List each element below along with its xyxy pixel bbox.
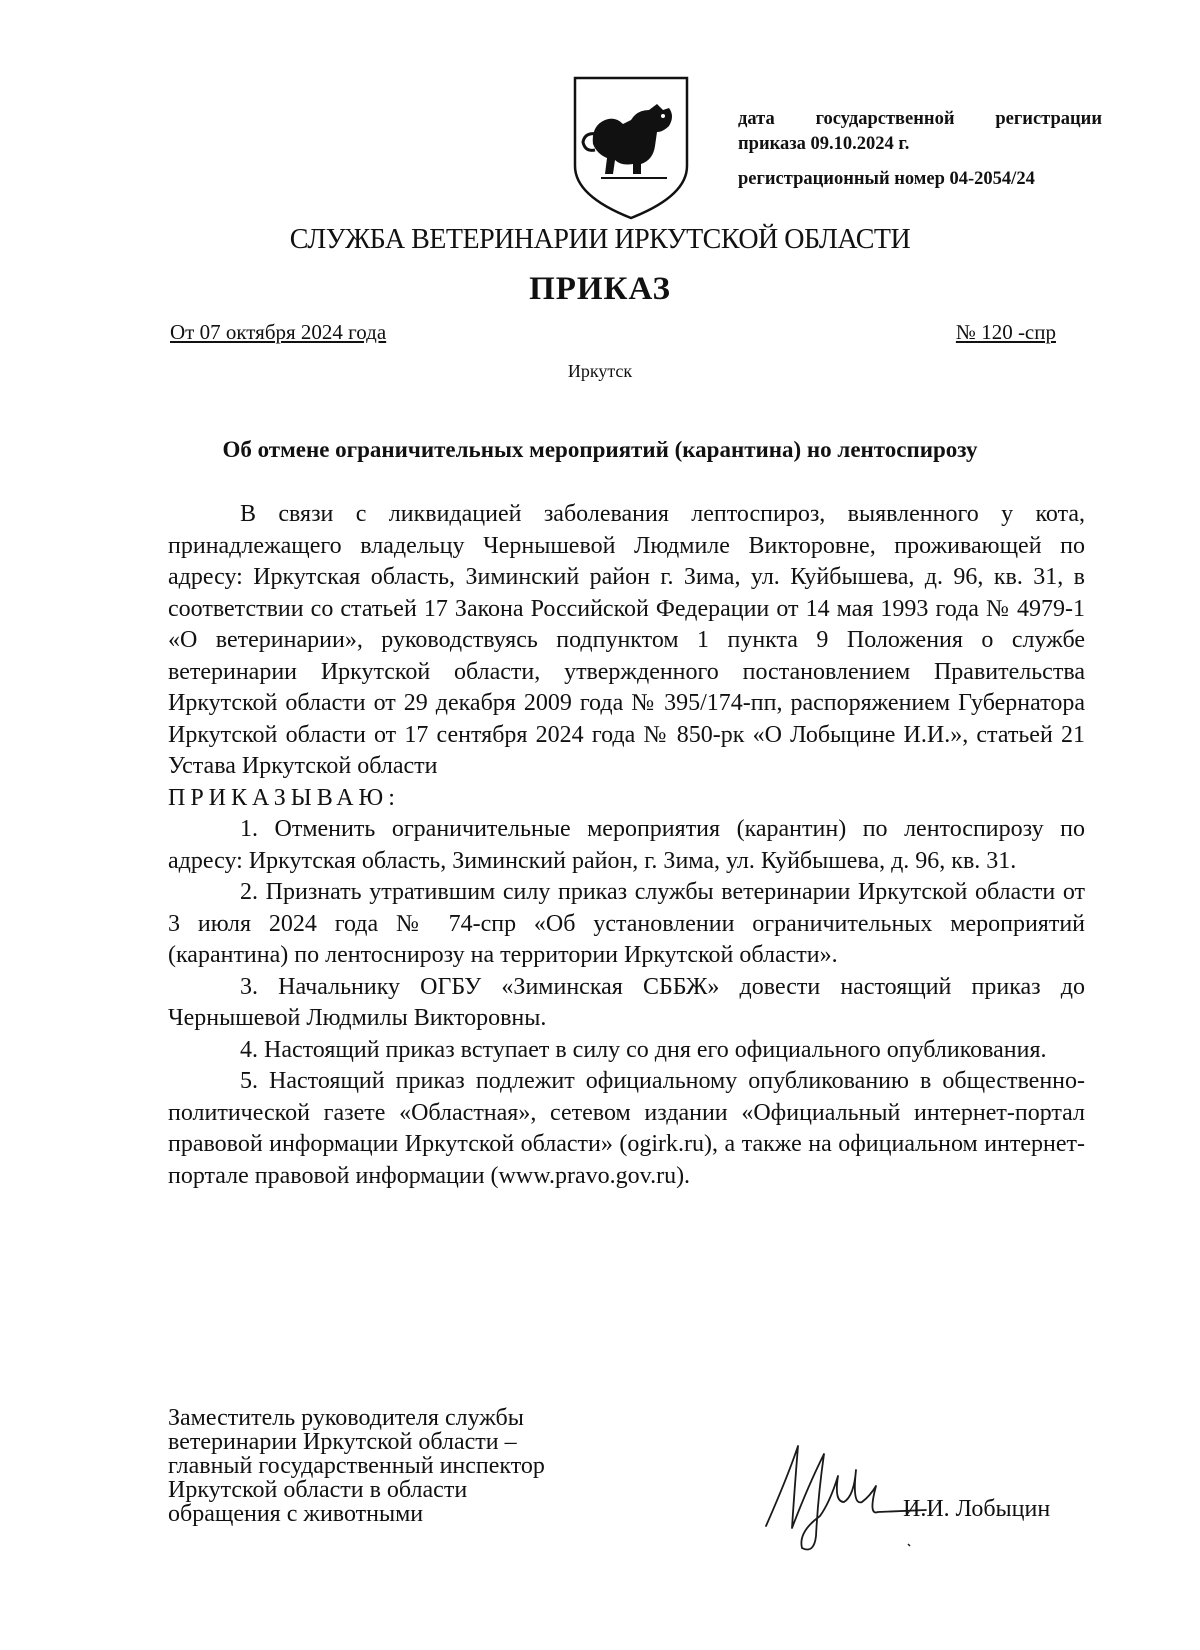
registration-number: регистрационный номер 04-2054/24 — [738, 169, 1035, 189]
document-body — [168, 499, 1085, 1192]
registration-block — [738, 107, 1102, 192]
order-item-1: 1. Отменить ограничительные мероприятия (карантин) по лентоспирозу по адресу: Иркутская область, Зиминский район, г. Зима, ул. Куйбышева, д. 96, кв. 31. — [168, 816, 1085, 874]
signatory-title-line: обращения с животными — [168, 1501, 424, 1527]
order-item-3: 3. Начальнику ОГБУ «Зиминская СББЖ» довести настоящий приказ до Чернышевой Людмилы Викторовны. — [168, 973, 1085, 1031]
signatory-title-line: главный государственный инспектор — [168, 1453, 545, 1479]
signatory-title-line: Иркутской области в области — [168, 1477, 468, 1503]
signatory-title-line: ветеринарии Иркутской области – — [168, 1429, 517, 1455]
document-number: № 120 -спр — [955, 320, 1056, 344]
document-date: От 07 октября 2024 года — [170, 320, 387, 344]
registration-line-1: дата государственной регистрации — [738, 109, 1102, 129]
document-type: ПРИКАЗ — [529, 271, 671, 307]
signatory-name: И.И. Лобыцин — [903, 1496, 1051, 1522]
document-city: Иркутск — [567, 361, 633, 381]
registration-line-2: приказа 09.10.2024 г. — [738, 134, 910, 154]
order-item-4: 4. Настоящий приказ вступает в силу со дня его официального опубликования. — [240, 1036, 1047, 1063]
signatory-title — [168, 1406, 626, 1526]
order-word: ПРИКАЗЫВАЮ: — [168, 784, 400, 811]
coat-of-arms-icon — [571, 74, 691, 222]
organization-name: СЛУЖБА ВЕТЕРИНАРИИ ИРКУТСКОЙ ОБЛАСТИ — [289, 224, 911, 255]
preamble-paragraph: В связи с ликвидацией заболевания лептоспироз, выявленного у кота, принадлежащего владельцу Чернышевой Людмиле Викторовне, проживающей по адресу: Иркутская область, Зиминский район г. Зима, ул. Куйбышева, д. 96, кв. 31, в соответствии со статьей 17 Закона Российской Федерации от 14 мая 1993 года № 4979-1 «О ветеринарии», руководствуясь подпунктом 1 пункта 9 Положения о службе ветеринарии Иркутской области, утвержденного постановлением Правительства Иркутской области от 29 декабря 2009 года № 395/174-пп, распоряжением Губернатора Иркутской области от 17 сентября 2024 года № 850-рк «О Лобыцине И.И.», статьей 21 Устава Иркутской области — [168, 501, 1085, 779]
order-item-2: 2. Признать утратившим силу приказ службы ветеринарии Иркутской области от 3 июля 2024 года № 74-спр «Об установлении ограничительных мероприятий (карантина) по лентоснирозу на территории Иркутской области». — [168, 879, 1085, 968]
signatory-title-line: Заместитель руководителя службы — [168, 1405, 524, 1431]
order-item-5: 5. Настоящий приказ подлежит официальному опубликованию в общественно-политической газете «Областная», сетевом издании «Официальный интернет-портал правовой информации Иркутской области» (ogirk.ru), а также на официальном интернет-портале правовой информации (www.pravo.gov.ru). — [168, 1068, 1085, 1189]
document-subject: Об отмене ограничительных мероприятий (карантина) но лентоспирозу — [222, 437, 978, 462]
